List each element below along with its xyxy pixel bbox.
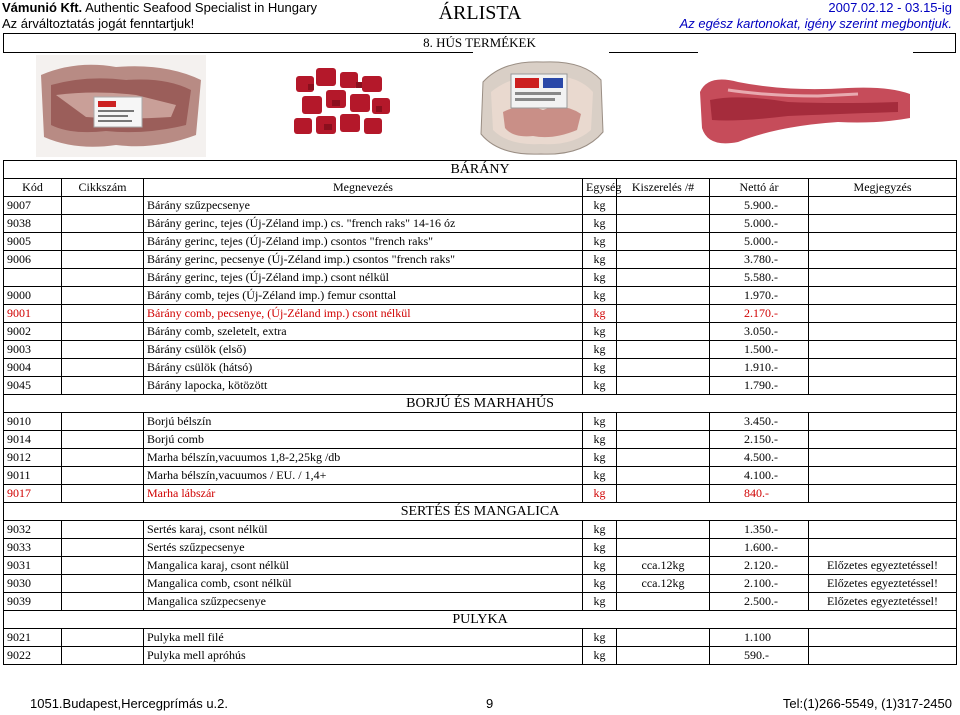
item-price: 1.790.- (710, 377, 809, 395)
item-pack (617, 539, 710, 557)
table-row (4, 557, 957, 575)
item-price: 4.100.- (710, 467, 809, 485)
section-heading: SERTÉS ÉS MANGALICA (4, 503, 957, 521)
col-header-megnevezes: Megnevezés (144, 179, 583, 197)
item-note (809, 341, 957, 359)
item-name: Sertés karaj, csont nélkül (144, 521, 583, 539)
table-row (4, 233, 957, 251)
col-header-kiszereles: Kiszerelés /# (617, 179, 710, 197)
item-note: Előzetes egyeztetéssel! (809, 557, 957, 575)
footer-address: 1051.Budapest,Hercegprímás u.2. (30, 696, 229, 711)
item-code: 9014 (4, 431, 62, 449)
item-price: 1.600.- (710, 539, 809, 557)
item-code: 9045 (4, 377, 62, 395)
item-note (809, 233, 957, 251)
item-cikkszam (62, 233, 144, 251)
item-note (809, 485, 957, 503)
item-name: Bárány gerinc, tejes (Új-Zéland imp.) cs. "french raks" 14-16 óz (144, 215, 583, 233)
item-unit: kg (583, 449, 617, 467)
table-row (4, 197, 957, 215)
table-row (4, 647, 957, 665)
item-pack (617, 251, 710, 269)
rights-note: Az árváltoztatás jogát fenntartjuk! (2, 16, 195, 31)
item-name: Bárány gerinc, tejes (Új-Zéland imp.) csontos "french raks" (144, 233, 583, 251)
item-price: 840.- (710, 485, 809, 503)
item-pack (617, 305, 710, 323)
item-cikkszam (62, 467, 144, 485)
item-name: Borjú bélszín (144, 413, 583, 431)
item-cikkszam (62, 215, 144, 233)
item-code: 9010 (4, 413, 62, 431)
item-price: 2.120.- (710, 557, 809, 575)
item-unit: kg (583, 359, 617, 377)
section-row (4, 503, 957, 521)
table-row (4, 539, 957, 557)
item-pack: cca.12kg (617, 557, 710, 575)
item-unit: kg (583, 287, 617, 305)
item-price: 1.500.- (710, 341, 809, 359)
item-code: 9021 (4, 629, 62, 647)
item-cikkszam (62, 449, 144, 467)
item-unit: kg (583, 647, 617, 665)
item-name: Bárány gerinc, pecsenye (Új-Zéland imp.) csontos "french raks" (144, 251, 583, 269)
item-code: 9006 (4, 251, 62, 269)
item-note: Előzetes egyeztetéssel! (809, 593, 957, 611)
item-unit: kg (583, 197, 617, 215)
item-unit: kg (583, 485, 617, 503)
item-name: Bárány comb, szeletelt, extra (144, 323, 583, 341)
item-name: Bárány szűzpecsenye (144, 197, 583, 215)
page-title: ÁRLISTA (438, 2, 522, 24)
tenderloin-photo (698, 52, 913, 160)
item-cikkszam (62, 629, 144, 647)
item-price: 2.500.- (710, 593, 809, 611)
item-code: 9005 (4, 233, 62, 251)
table-row (4, 269, 957, 287)
item-price: 2.100.- (710, 575, 809, 593)
item-price: 3.050.- (710, 323, 809, 341)
item-name: Bárány gerinc, tejes (Új-Zéland imp.) csont nélkül (144, 269, 583, 287)
item-name: Bárány comb, tejes (Új-Zéland imp.) femur csonttal (144, 287, 583, 305)
item-name: Marha bélszín,vacuumos / EU. / 1,4+ (144, 467, 583, 485)
table-row (4, 431, 957, 449)
table-row (4, 377, 957, 395)
item-cikkszam (62, 431, 144, 449)
item-unit: kg (583, 467, 617, 485)
item-price: 5.000.- (710, 233, 809, 251)
item-cikkszam (62, 323, 144, 341)
item-pack (617, 431, 710, 449)
item-cikkszam (62, 359, 144, 377)
item-pack (617, 647, 710, 665)
col-header-megjegyzes: Megjegyzés (809, 179, 957, 197)
item-note (809, 323, 957, 341)
section-row (4, 611, 957, 629)
item-unit: kg (583, 431, 617, 449)
section-heading: PULYKA (4, 611, 957, 629)
item-name: Mangalica karaj, csont nélkül (144, 557, 583, 575)
item-price: 3.780.- (710, 251, 809, 269)
item-unit: kg (583, 323, 617, 341)
column-header-row (4, 179, 957, 197)
table-row (4, 359, 957, 377)
item-cikkszam (62, 341, 144, 359)
item-note (809, 449, 957, 467)
item-price: 5.580.- (710, 269, 809, 287)
item-price: 1.970.- (710, 287, 809, 305)
item-price: 4.500.- (710, 449, 809, 467)
item-note (809, 431, 957, 449)
item-cikkszam (62, 413, 144, 431)
product-photos (3, 52, 956, 160)
item-price: 1.910.- (710, 359, 809, 377)
item-pack (617, 233, 710, 251)
item-pack (617, 341, 710, 359)
item-pack (617, 215, 710, 233)
item-code: 9017 (4, 485, 62, 503)
table-row (4, 305, 957, 323)
item-pack (617, 449, 710, 467)
col-header-cikkszam: Cikkszám (62, 179, 144, 197)
table-row (4, 485, 957, 503)
item-unit: kg (583, 557, 617, 575)
item-unit: kg (583, 593, 617, 611)
validity-dates: 2007.02.12 - 03.15-ig (828, 0, 952, 15)
section-title: 8. HÚS TERMÉKEK (3, 33, 956, 53)
item-name: Pulyka mell apróhús (144, 647, 583, 665)
item-price: 1.100 (710, 629, 809, 647)
item-name: Bárány csülök (első) (144, 341, 583, 359)
table-row (4, 593, 957, 611)
item-name: Bárány lapocka, kötözött (144, 377, 583, 395)
table-row (4, 467, 957, 485)
item-unit: kg (583, 413, 617, 431)
item-code: 9004 (4, 359, 62, 377)
item-note (809, 539, 957, 557)
item-name: Sertés szűzpecsenye (144, 539, 583, 557)
section-row (4, 395, 957, 413)
item-note (809, 413, 957, 431)
vacuum-packed-lamb-photo (473, 52, 609, 160)
item-unit: kg (583, 233, 617, 251)
item-pack (617, 359, 710, 377)
item-code: 9003 (4, 341, 62, 359)
item-note (809, 647, 957, 665)
page-footer (0, 696, 960, 714)
col-header-egyseg: Egység (583, 179, 617, 197)
item-name: Marha lábszár (144, 485, 583, 503)
item-price: 590.- (710, 647, 809, 665)
item-price: 1.350.- (710, 521, 809, 539)
table-row (4, 449, 957, 467)
item-cikkszam (62, 575, 144, 593)
item-pack (617, 485, 710, 503)
item-pack (617, 629, 710, 647)
table-row (4, 521, 957, 539)
table-row (4, 215, 957, 233)
item-note (809, 629, 957, 647)
item-price: 2.170.- (710, 305, 809, 323)
item-unit: kg (583, 629, 617, 647)
lamb-loin-packaged-photo (36, 55, 206, 157)
item-code: 9012 (4, 449, 62, 467)
item-cikkszam (62, 647, 144, 665)
section-heading: BÁRÁNY (4, 161, 957, 179)
item-name: Mangalica szűzpecsenye (144, 593, 583, 611)
table-row (4, 287, 957, 305)
item-pack (617, 467, 710, 485)
item-note (809, 359, 957, 377)
item-price: 5.000.- (710, 215, 809, 233)
section-heading: BORJÚ ÉS MARHAHÚS (4, 395, 957, 413)
item-cikkszam (62, 269, 144, 287)
item-note (809, 467, 957, 485)
item-unit: kg (583, 539, 617, 557)
item-name: Mangalica comb, csont nélkül (144, 575, 583, 593)
footer-phone: Tel:(1)266-5549, (1)317-2450 (782, 696, 952, 711)
item-code (4, 269, 62, 287)
item-note (809, 521, 957, 539)
item-pack (617, 593, 710, 611)
page-header (0, 0, 960, 34)
item-pack: cca.12kg (617, 575, 710, 593)
item-name: Pulyka mell filé (144, 629, 583, 647)
item-unit: kg (583, 269, 617, 287)
item-price: 2.150.- (710, 431, 809, 449)
item-name: Borjú comb (144, 431, 583, 449)
item-cikkszam (62, 197, 144, 215)
item-cikkszam (62, 539, 144, 557)
item-unit: kg (583, 575, 617, 593)
item-cikkszam (62, 305, 144, 323)
item-pack (617, 377, 710, 395)
company-name: Vámunió Kft. (2, 0, 83, 15)
item-cikkszam (62, 593, 144, 611)
table-row (4, 341, 957, 359)
item-code: 9007 (4, 197, 62, 215)
col-header-netto: Nettó ár (710, 179, 809, 197)
item-note (809, 269, 957, 287)
item-pack (617, 521, 710, 539)
item-unit: kg (583, 305, 617, 323)
table-row (4, 323, 957, 341)
item-code: 9032 (4, 521, 62, 539)
item-code: 9031 (4, 557, 62, 575)
table-row (4, 251, 957, 269)
item-code: 9038 (4, 215, 62, 233)
item-pack (617, 323, 710, 341)
item-code: 9011 (4, 467, 62, 485)
item-unit: kg (583, 251, 617, 269)
item-cikkszam (62, 557, 144, 575)
item-pack (617, 413, 710, 431)
carton-note: Az egész kartonokat, igény szerint megbontjuk. (679, 16, 952, 31)
page-number: 9 (486, 696, 494, 711)
col-header-kod: Kód (4, 179, 62, 197)
item-price: 5.900.- (710, 197, 809, 215)
item-pack (617, 287, 710, 305)
item-code: 9033 (4, 539, 62, 557)
item-unit: kg (583, 521, 617, 539)
item-name: Bárány csülök (hátsó) (144, 359, 583, 377)
item-note (809, 251, 957, 269)
item-price: 3.450.- (710, 413, 809, 431)
item-unit: kg (583, 377, 617, 395)
item-note: Előzetes egyeztetéssel! (809, 575, 957, 593)
item-code: 9022 (4, 647, 62, 665)
item-cikkszam (62, 287, 144, 305)
item-note (809, 287, 957, 305)
item-code: 9001 (4, 305, 62, 323)
item-note (809, 215, 957, 233)
company-tagline: Authentic Seafood Specialist in Hungary (85, 0, 318, 15)
item-code: 9030 (4, 575, 62, 593)
item-code: 9039 (4, 593, 62, 611)
diced-meat-photo (286, 62, 400, 148)
table-row (4, 575, 957, 593)
item-note (809, 305, 957, 323)
item-name: Bárány comb, pecsenye, (Új-Zéland imp.) csont nélkül (144, 305, 583, 323)
item-unit: kg (583, 215, 617, 233)
item-cikkszam (62, 521, 144, 539)
section-row (4, 161, 957, 179)
item-cikkszam (62, 377, 144, 395)
item-note (809, 377, 957, 395)
item-pack (617, 269, 710, 287)
item-pack (617, 197, 710, 215)
item-name: Marha bélszín,vacuumos 1,8-2,25kg /db (144, 449, 583, 467)
item-cikkszam (62, 485, 144, 503)
item-cikkszam (62, 251, 144, 269)
table-row (4, 629, 957, 647)
table-row (4, 413, 957, 431)
item-code: 9000 (4, 287, 62, 305)
item-code: 9002 (4, 323, 62, 341)
price-table (3, 160, 957, 665)
item-note (809, 197, 957, 215)
item-unit: kg (583, 341, 617, 359)
